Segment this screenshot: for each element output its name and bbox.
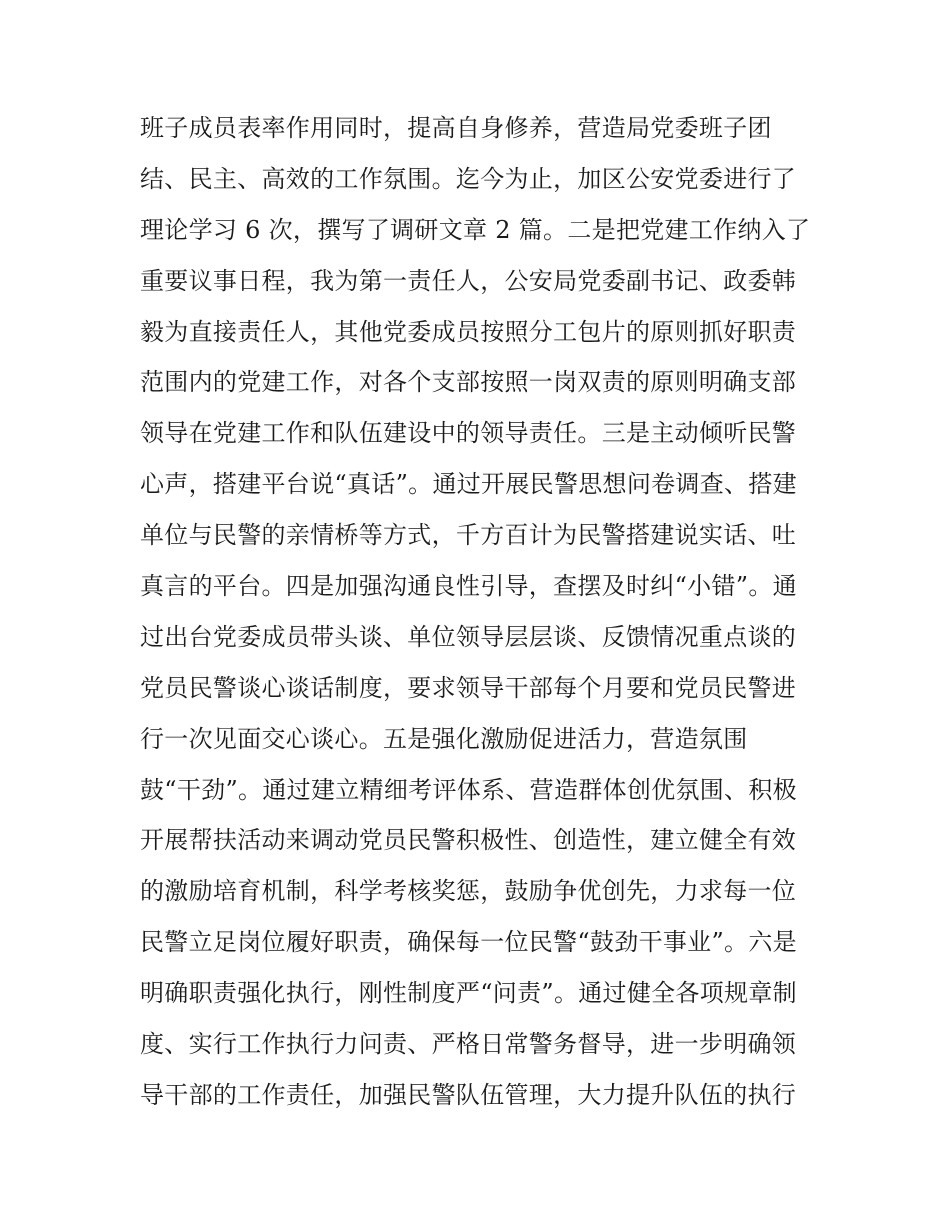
text-line-11: 过出台党委成员带头谈、单位领导层层谈、反馈情况重点谈的	[140, 622, 797, 651]
text-line-14: 鼓“干劲”。通过建立精细考评体系、营造群体创优氛围、积极	[140, 775, 797, 804]
text-line-15: 开展帮扶活动来调动党员民警积极性、创造性，建立健全有效	[140, 826, 797, 855]
text-line-17: 民警立足岗位履好职责，确保每一位民警“鼓劲干事业”。六是	[140, 928, 797, 957]
text-line-1: 班子成员表率作用同时，提高自身修养，营造局党委班子团	[140, 114, 772, 142]
text-line-6: 范围内的党建工作，对各个支部按照一岗双责的原则明确支部	[140, 368, 797, 397]
text-line-9: 单位与民警的亲情桥等方式，千方百计为民警搭建说实话、吐	[140, 521, 797, 550]
text-line-3: 理论学习 6 次，撰写了调研文章 2 篇。二是把党建工作纳入了	[140, 215, 811, 244]
text-line-20: 导干部的工作责任，加强民警队伍管理，大力提升队伍的执行	[140, 1080, 797, 1109]
text-line-10: 真言的平台。四是加强沟通良性引导，查摆及时纠“小错”。通	[140, 572, 797, 601]
text-line-12: 党员民警谈心谈话制度，要求领导干部每个月要和党员民警进	[140, 673, 797, 702]
text-line-5: 毅为直接责任人，其他党委成员按照分工包片的原则抓好职责	[140, 317, 797, 346]
text-line-7: 领导在党建工作和队伍建设中的领导责任。三是主动倾听民警	[140, 419, 797, 448]
text-line-8: 心声，搭建平台说“真话”。通过开展民警思想问卷调查、搭建	[140, 470, 797, 499]
text-line-13: 行一次见面交心谈心。五是强化激励促进活力，营造氛围	[140, 724, 748, 753]
text-line-18: 明确职责强化执行，刚性制度严“问责”。通过健全各项规章制	[140, 979, 797, 1008]
text-line-19: 度、实行工作执行力问责、严格日常警务督导，进一步明确领	[140, 1030, 797, 1059]
body-paragraph	[140, 103, 830, 1121]
text-line-16: 的激励培育机制，科学考核奖惩，鼓励争优创先，力求每一位	[140, 877, 797, 906]
text-line-4: 重要议事日程，我为第一责任人，公安局党委副书记、政委韩	[140, 266, 797, 295]
text-line-2: 结、民主、高效的工作氛围。迄今为止，加区公安党委进行了	[140, 164, 797, 193]
